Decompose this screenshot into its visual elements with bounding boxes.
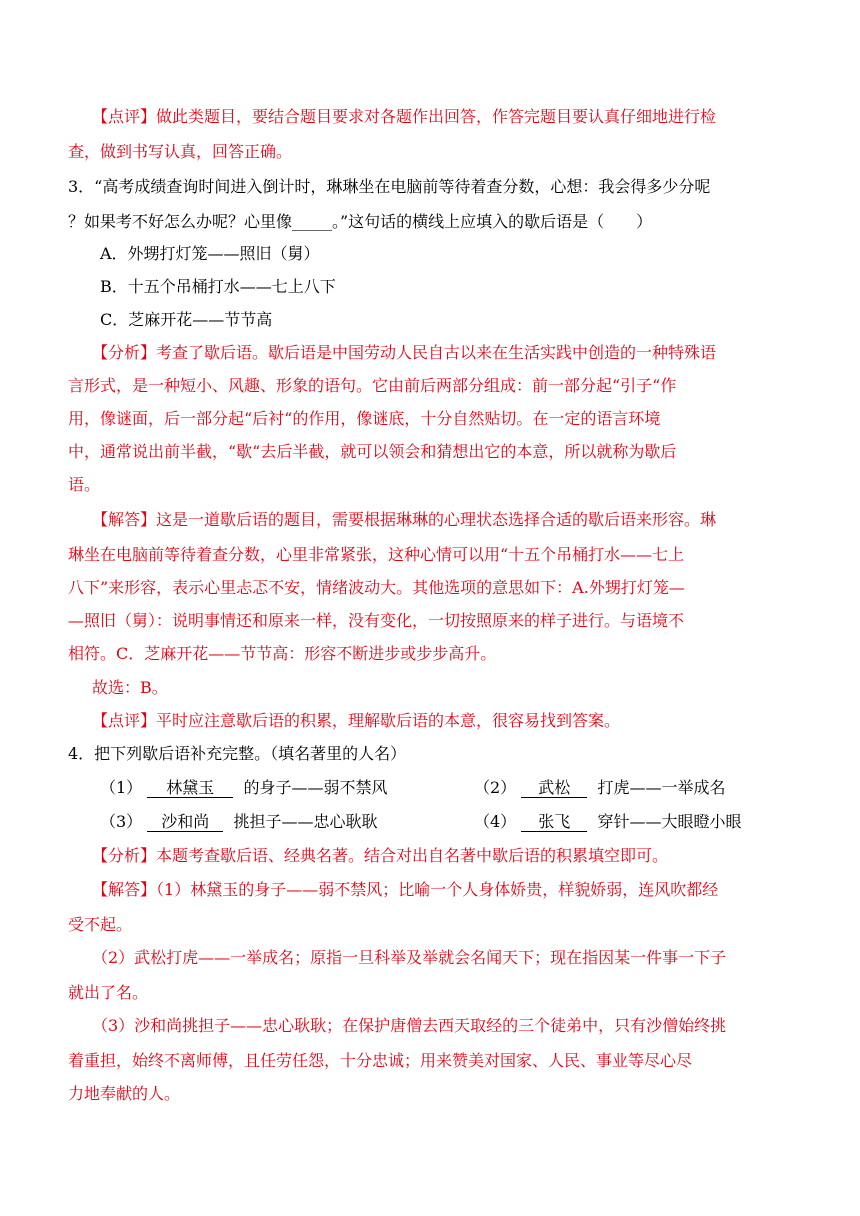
comment-line-1 bbox=[92, 106, 716, 128]
comment-line-2: 查，做到书写认真，回答正确。 bbox=[68, 142, 293, 161]
q4-item-2: （2） 武松 打虎——一举成名 bbox=[474, 778, 726, 797]
q3-answer-line-3: 八下”来形容，表示心里忐忑不安，情绪波动大。其他选项的意思如下：A.外甥打灯笼— bbox=[68, 578, 685, 597]
q3-answer-line-5: 相符。C．芝麻开花——节节高：形容不断进步或步步高升。 bbox=[68, 644, 497, 663]
q4-item-3: （3） 沙和尚 挑担子——忠心耿耿 bbox=[100, 812, 378, 831]
q4-answer-line-6: 着重担，始终不离师傅，且任劳任怨，十分忠诚；用来赞美对国家、人民、事业等尽心尽 bbox=[68, 1051, 693, 1070]
q3-stem-line-1: 3．“高考成绩查询时间进入倒计时，琳琳坐在电脑前等待着查分数，心想：我会得多少分呢 bbox=[68, 177, 711, 196]
q4-analysis-tag: 【分析】 bbox=[92, 846, 157, 865]
q4-answer-line-4: 就出了名。 bbox=[68, 983, 149, 1002]
q4-answer-line-2: 受不起。 bbox=[68, 915, 133, 934]
q3-answer-line-2: 琳坐在电脑前等待着查分数，心里非常紧张，这种心情可以用“十五个吊桶打水——七上 bbox=[68, 545, 685, 564]
q3-answer-tag: 【解答】 bbox=[92, 510, 157, 529]
comment-tag: 【点评】 bbox=[92, 107, 157, 126]
q4-answer-line-5: （3）沙和尚挑担子——忠心耿耿；在保护唐僧去西天取经的三个徒弟中，只有沙僧始终挑 bbox=[92, 1016, 727, 1035]
q3-answer-line-1: 【解答】这是一道歇后语的题目，需要根据琳琳的心理状态选择合适的歇后语来形容。琳 bbox=[92, 510, 717, 529]
q3-answer-line-4: —照旧（舅）：说明事情还和原来一样，没有变化，一切按照原来的样子进行。与语境不 bbox=[68, 611, 685, 630]
q4-answer-tag: 【解答】 bbox=[92, 880, 157, 899]
q3-comment-tag: 【点评】 bbox=[92, 711, 157, 730]
q3-analysis-line-5: 语。 bbox=[68, 475, 101, 494]
q3-comment-line: 【点评】平时应注意歇后语的积累，理解歇后语的本意，很容易找到答案。 bbox=[92, 711, 621, 730]
q3-analysis-line-1: 【分析】考查了歇后语。歇后语是中国劳动人民自古以来在生活实践中创造的一种特殊语 bbox=[92, 343, 717, 362]
q4-answer-line-3: （2）武松打虎——一举成名；原指一旦科举及举就会名闻天下；现在指因某一件事一下子 bbox=[92, 948, 727, 967]
q3-analysis-line-4: 中，通常说出前半截，“歇“去后半截，就可以领会和猜想出它的本意，所以就称为歇后 bbox=[68, 442, 677, 461]
q4-item-1-blank: 林黛玉 bbox=[147, 779, 233, 798]
q4-answer-line-1: 【解答】（1）林黛玉的身子——弱不禁风；比喻一个人身体娇贵，样貌娇弱，连风吹都经 bbox=[92, 880, 719, 899]
q3-option-c: C．芝麻开花——节节高 bbox=[100, 310, 273, 329]
q4-item-3-blank: 沙和尚 bbox=[147, 813, 223, 832]
q4-item-1: （1） 林黛玉 的身子——弱不禁风 bbox=[100, 778, 388, 797]
q3-choice: 故选：B。 bbox=[92, 678, 168, 697]
comment-text-1: 做此类题目，要结合题目要求对各题作出回答，作答完题目要认真仔细地进行检 bbox=[156, 107, 717, 126]
q3-analysis-tag: 【分析】 bbox=[92, 343, 157, 362]
q3-option-a: A．外甥打灯笼——照旧（舅） bbox=[100, 244, 320, 263]
q3-option-b: B．十五个吊桶打水——七上八下 bbox=[100, 277, 336, 296]
q3-stem-line-2: ？如果考不好怎么办呢？心里像_____。”这句话的横线上应填入的歇后语是（ ） bbox=[68, 212, 653, 231]
q4-answer-line-7: 力地奉献的人。 bbox=[68, 1084, 181, 1103]
q4-item-2-blank: 武松 bbox=[521, 779, 587, 798]
q4-stem: 4．把下列歇后语补充完整。（填名著里的人名） bbox=[68, 744, 407, 763]
q3-analysis-line-3: 用，像谜面，后一部分起“后衬“的作用，像谜底，十分自然贴切。在一定的语言环境 bbox=[68, 409, 661, 428]
q3-analysis-line-2: 言形式，是一种短小、风趣、形象的语句。它由前后两部分组成：前一部分起“引子“作 bbox=[68, 376, 677, 395]
q4-item-4: （4） 张飞 穿针——大眼瞪小眼 bbox=[474, 812, 742, 831]
q4-analysis-line: 【分析】本题考查歇后语、经典名著。结合对出自名著中歇后语的积累填空即可。 bbox=[92, 846, 669, 865]
q4-item-4-blank: 张飞 bbox=[521, 813, 587, 832]
